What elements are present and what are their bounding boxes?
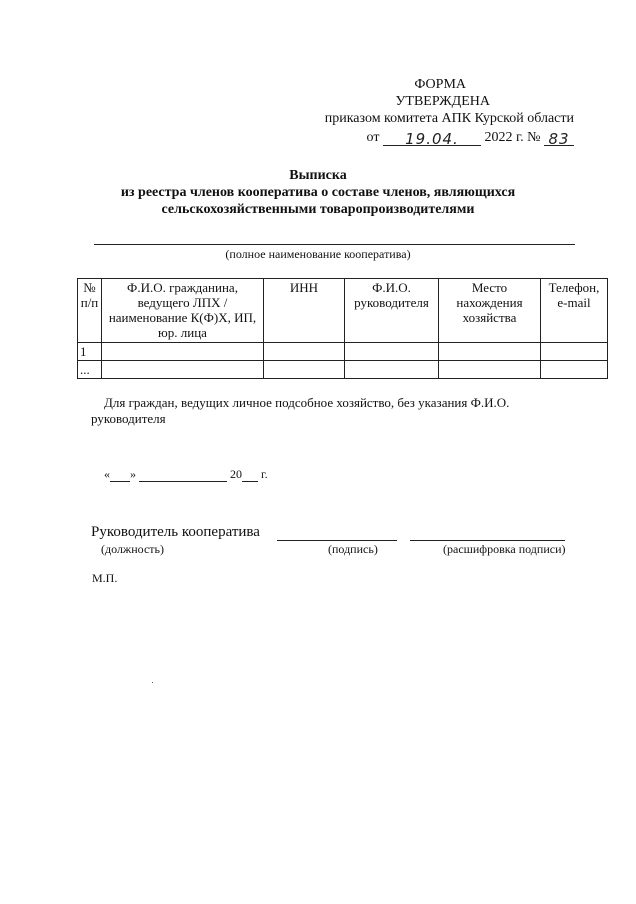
year-blank [242,468,258,482]
approved-label: УТВЕРЖДЕНА [395,94,490,109]
form-label: ФОРМА [414,77,466,92]
order-label: приказом комитета АПК Курской области [324,111,574,126]
date-line [104,466,268,482]
table-header-row [78,279,608,343]
year-label: 2022 г. № [484,130,541,145]
month-blank [139,468,227,482]
close-quote: » [130,467,136,481]
doc-title: Выписка [289,168,347,183]
number-field [544,131,574,146]
register-table [77,278,608,379]
table-cell: ... [78,361,102,379]
table-cell: 1 [78,343,102,361]
note-line-2: руководителя [91,411,166,426]
date-field [383,131,481,146]
year-prefix: 20 [230,467,242,481]
signature-line [277,540,397,541]
coop-name-line [94,244,575,245]
table-row [78,361,608,379]
table-cell [541,361,608,379]
stamp-label: М.П. [92,571,118,585]
table-cell [541,343,608,361]
decoding-line [410,540,565,541]
year-suffix: г. [261,467,268,481]
handwritten-date: 19.04. [405,130,459,148]
col-header-contact: Телефон, e-mail [541,279,608,343]
doc-subtitle-1: из реестра членов кооператива о составе членов, являющихся [120,185,516,200]
signature-caption: (подпись) [328,542,378,556]
table-row [78,343,608,361]
position-caption: (должность) [101,542,164,556]
col-header-name: Ф.И.О. гражданина, ведущего ЛПХ / наименование К(Ф)Х, ИП, юр. лица [102,279,264,343]
decoding-caption: (расшифровка подписи) [443,542,566,556]
doc-subtitle-2: сельскохозяйственными товаропроизводителями [161,202,475,217]
handwritten-number: 83 [548,130,570,148]
order-date-line [367,129,574,146]
day-blank [110,468,130,482]
open-quote: « [104,467,110,481]
table-cell [345,343,439,361]
table-cell [102,361,264,379]
col-header-number: № п/п [78,279,102,343]
note-line-1: Для граждан, ведущих личное подсобное хозяйство, без указания Ф.И.О. [104,395,510,410]
table-cell [345,361,439,379]
coop-name-caption: (полное наименование кооператива) [225,247,411,261]
signature-title: Руководитель кооператива [91,524,260,540]
col-header-location: Место нахождения хозяйства [439,279,541,343]
table-cell [264,343,345,361]
col-header-inn: ИНН [264,279,345,343]
table-cell [439,361,541,379]
scan-speck [152,682,153,683]
table-cell [264,361,345,379]
table-cell [439,343,541,361]
table-cell [102,343,264,361]
col-header-head: Ф.И.О. руководителя [345,279,439,343]
from-label: от [366,130,380,145]
